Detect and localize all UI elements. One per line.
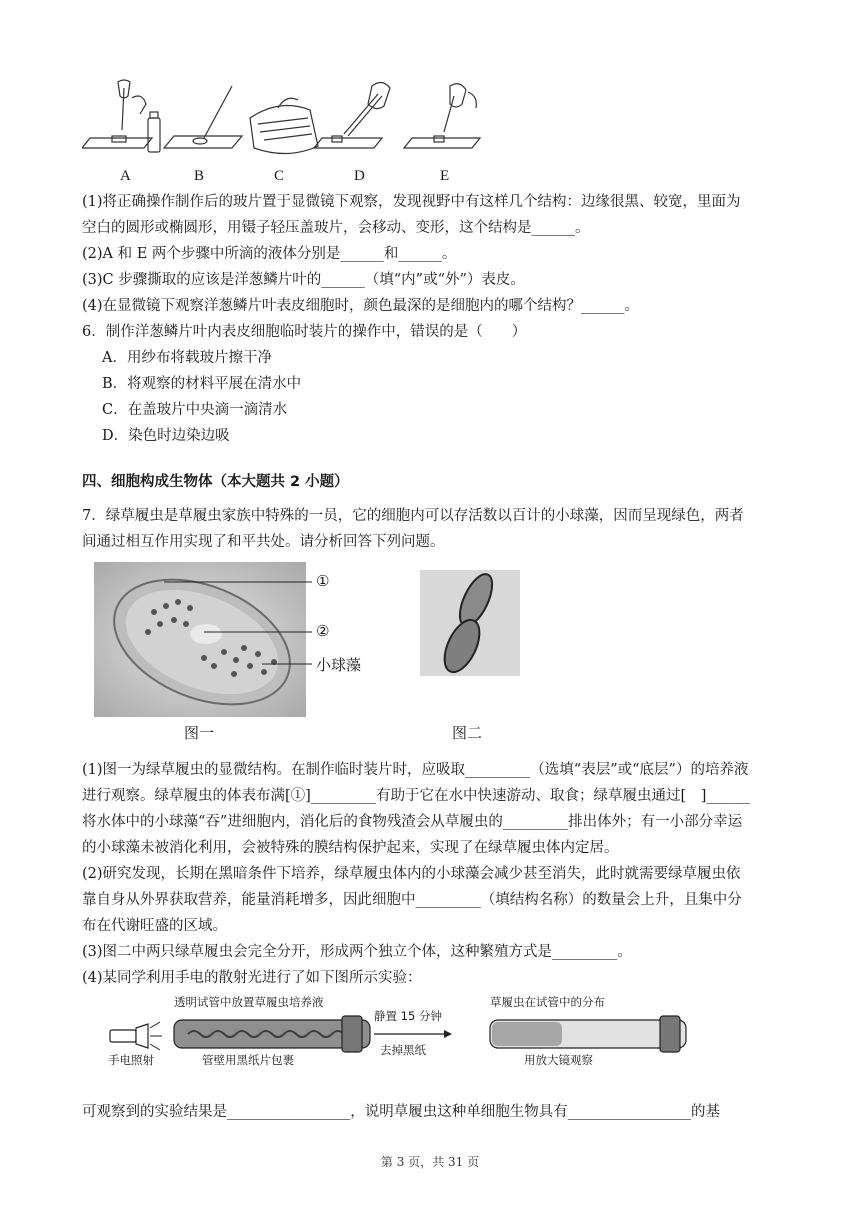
q6-stem: 6．制作洋葱鳞片叶内表皮细胞临时装片的操作中，错误的是（ ） [82,324,527,340]
figure-1-label-2: ② [316,622,330,640]
step-label-d: D [354,168,365,184]
experiment-diagram [108,994,708,1067]
q7-part1-line4: 的小球藻未被消化利用，会被特殊的膜结构保护起来，实现了在绿草履虫体内定居。 [82,840,619,856]
step-label-e: E [440,168,450,184]
dividing-paramecium-micrograph [420,570,520,676]
q6-option-c: C．在盖玻片中央滴一滴清水 [102,402,288,418]
figure-2-caption: 图二 [452,724,483,742]
section-heading: 四、细胞构成生物体（本大题共 2 小题） [82,474,349,490]
q7-part2-line3: 布在代谢旺盛的区域。 [82,918,227,934]
q7-stem-line1: 7．绿草履虫是草履虫家族中特殊的一员，它的细胞内可以存活数以百计的小球藻，因而呈现绿色，两者 [82,508,744,524]
exp-arrow-top: 静置 15 分钟 [374,1009,442,1023]
figure-2 [420,570,520,750]
q7-part1-line1: (1)图一为绿草履虫的显微结构。在制作临时装片时，应吸取_________（选填“表层”或“底层”）的培养液 [82,762,749,778]
q6-option-a: A．用纱布将载玻片擦干净 [102,350,272,366]
q6-option-b: B．将观察的材料平展在清水中 [102,376,302,392]
step-label-c: C [274,168,285,184]
q5-part1-line1: (1)将正确操作制作后的玻片置于显微镜下观察，发现视野中有这样几个结构：边缘很黑、较宽，里面为 [82,194,741,210]
q7-part2-line2: 靠自身从外界获取营养，能量消耗增多，因此细胞中_________（填结构名称）的数量会上升，且集中分 [82,892,742,908]
exp-label-tube1: 管壁用黑纸片包裹 [202,1053,294,1067]
q7-part4-result: 可观察到的实验结果是_________________，说明草履虫这种单细胞生物具有_________________的基 [82,1104,720,1120]
q5-part1-line2: 空白的圆形或椭圆形，用镊子轻压盖玻片，会移动、变形，这个结构是______。 [82,220,590,236]
figure-1 [94,562,376,752]
q7-stem-line2: 间通过相互作用实现了和平共处。请分析回答下列问题。 [82,534,445,550]
q5-part2: (2)A 和 E 两个步骤中所滴的液体分别是______和______。 [82,246,457,262]
figure-1-pointers [94,562,376,722]
exp-arrow-bottom: 去掉黑纸 [380,1043,426,1057]
step-illustrations [82,78,492,188]
q6-option-d: D．染色时边染边吸 [102,428,230,444]
exp-label-torch: 手电照射 [108,1053,154,1067]
figure-1-caption: 图一 [184,724,215,742]
q7-part3: (3)图二中两只绿草履虫会完全分开，形成两个独立个体，这种繁殖方式是_________。 [82,944,632,960]
q5-part4: (4)在显微镜下观察洋葱鳞片叶表皮细胞时，颜色最深的是细胞内的哪个结构？______。 [82,298,640,314]
q7-part4: (4)某同学利用手电的散射光进行了如下图所示实验： [82,970,422,986]
step-label-b: B [194,168,205,184]
step-label-a: A [120,168,131,184]
q7-part2-line1: (2)研究发现，长期在黑暗条件下培养，绿草履虫体内的小球藻会减少甚至消失，此时就需要绿草履虫依 [82,866,741,882]
q7-part1-line2: 进行观察。绿草履虫的体表布满[①]_________有助于它在水中快速游动、取食；绿草履虫通过[ ]______ [82,788,750,804]
exp-label-top-left: 透明试管中放置草履虫培养液 [174,995,324,1009]
q7-part1-line3: 将水体中的小球藻“吞”进细胞内，消化后的食物残渣会从草履虫的_________排出体外；有一小部分幸运 [82,814,743,830]
figure-1-label-chlorella: 小球藻 [316,656,362,674]
exp-label-top-right: 草履虫在试管中的分布 [490,995,605,1009]
exp-label-tube2: 用放大镜观察 [524,1053,593,1067]
q5-part3: (3)C 步骤撕取的应该是洋葱鳞片叶的______（填“内”或“外”）表皮。 [82,272,525,288]
figure-1-label-1: ① [316,572,330,590]
experiment-steps-drawing [82,78,492,166]
page-footer: 第 3 页，共 31 页 [380,1155,480,1169]
